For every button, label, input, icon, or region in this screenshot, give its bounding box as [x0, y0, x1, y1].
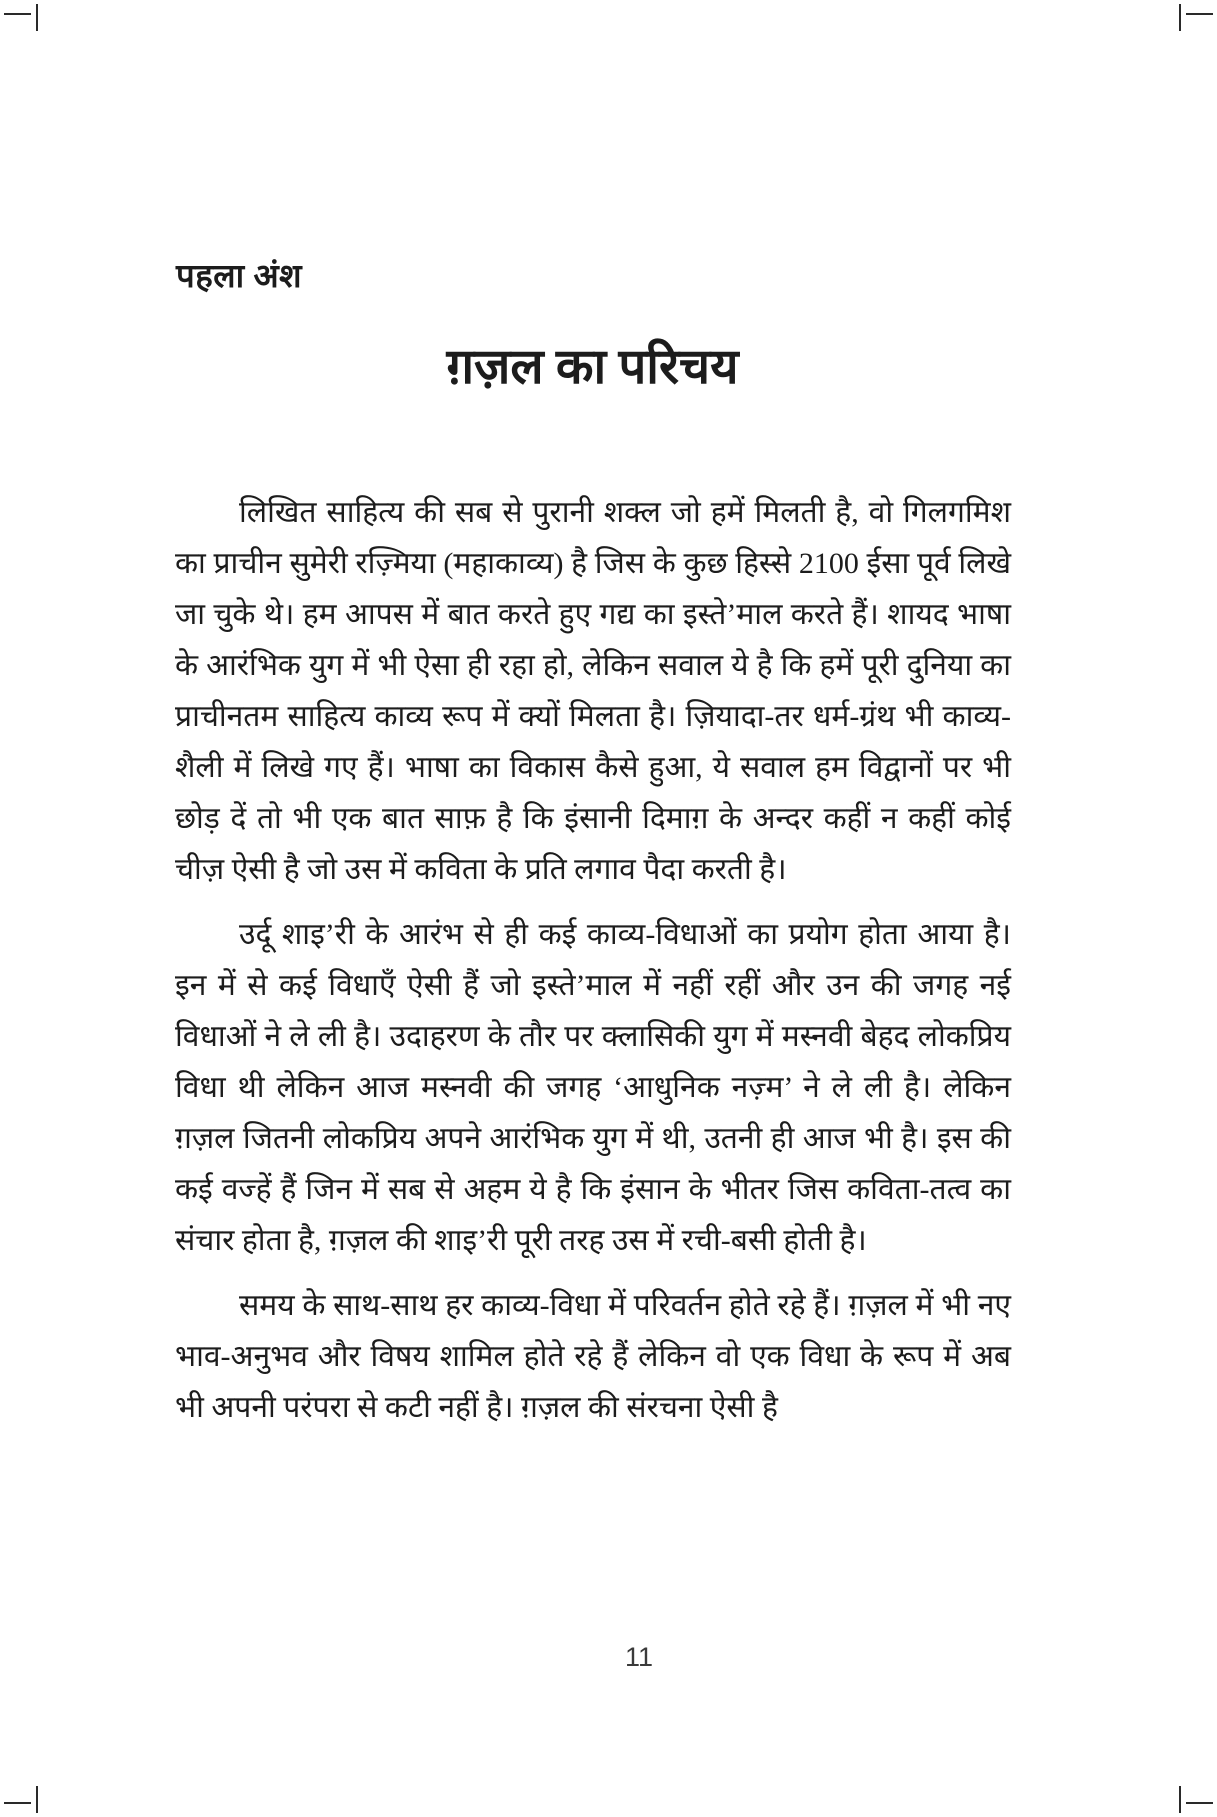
crop-mark — [36, 1786, 38, 1813]
crop-mark — [1179, 4, 1181, 31]
crop-mark — [4, 1802, 31, 1804]
paragraph-1: लिखित साहित्य की सब से पुरानी शक्ल जो हमें मिलती है, वो गिलगमिश का प्राचीन सुमेरी रज़्मिया (महाकाव्य) है जिस के कुछ हिस्से 2100 ईसा पूर्व लिखे जा चुके थे। हम आपस में बात करते हुए गद्य का इस्ते’माल करते हैं। शायद भाषा के आरंभिक युग में भी ऐसा ही रहा हो, लेकिन सवाल ये है कि हमें पूरी दुनिया का प्राचीनतम साहित्य काव्य रूप में क्यों मिलता है। ज़ियादा-तर धर्म-ग्रंथ भी काव्य-शैली में लिखे गए हैं। भाषा का विकास कैसे हुआ, ये सवाल हम विद्वानों पर भी छोड़ दें तो भी एक बात साफ़ है कि इंसानी दिमाग़ के अन्दर कहीं न कहीं कोई चीज़ ऐसी है जो उस में कविता के प्रति लगाव पैदा करती है। — [175, 496, 1011, 886]
body-text — [175, 487, 1011, 1447]
crop-mark — [1179, 1786, 1181, 1813]
paragraph-3: समय के साथ-साथ हर काव्य-विधा में परिवर्तन होते रहे हैं। ग़ज़ल में भी नए भाव-अनुभव और विषय शामिल होते रहे हैं लेकिन वो एक विधा के रूप में अब भी अपनी परंपरा से कटी नहीं है। ग़ज़ल की संरचना ऐसी है — [175, 1289, 1011, 1424]
chapter-title: ग़ज़ल का परिचय — [446, 339, 739, 394]
crop-mark — [4, 13, 31, 15]
crop-mark — [36, 4, 38, 31]
crop-mark — [1186, 1802, 1213, 1804]
crop-mark — [1186, 13, 1213, 15]
paragraph-2: उर्दू शाइ’री के आरंभ से ही कई काव्य-विधाओं का प्रयोग होता आया है। इन में से कई विधाएँ ऐसी हैं जो इस्ते’माल में नहीं रहीं और उन की जगह नई विधाओं ने ले ली है। उदाहरण के तौर पर क्लासिकी युग में मस्नवी बेहद लोकप्रिय विधा थी लेकिन आज मस्नवी की जगह ‘आधुनिक नज़्म’ ने ले ली है। लेकिन ग़ज़ल जितनी लोकप्रिय अपने आरंभिक युग में थी, उतनी ही आज भी है। इस की कई वज्हें हैं जिन में सब से अहम ये है कि इंसान के भीतर जिस कविता-तत्व का संचार होता है, ग़ज़ल की शाइ’री पूरी तरह उस में रची-बसी होती है। — [175, 918, 1011, 1257]
page-number: 11 — [624, 1642, 654, 1672]
section-label: पहला अंश — [176, 259, 303, 295]
